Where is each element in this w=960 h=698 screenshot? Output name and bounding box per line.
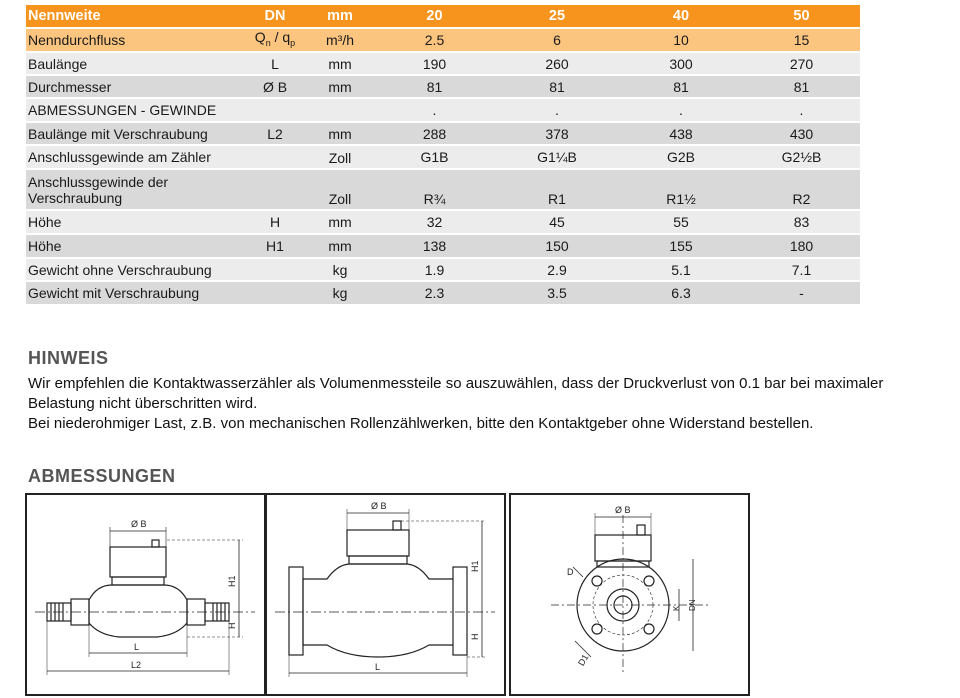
row-value: 45	[495, 210, 619, 234]
header-unit: mm	[306, 5, 374, 28]
row-value: 155	[619, 234, 743, 258]
row-value: 81	[743, 75, 860, 98]
row-value: 5.1	[619, 258, 743, 281]
row-symbol	[244, 281, 306, 305]
table-row	[26, 98, 860, 122]
row-symbol: H	[244, 210, 306, 234]
row-symbol	[244, 98, 306, 122]
label-h1: H1	[227, 575, 237, 587]
row-unit: mm	[306, 210, 374, 234]
table-row	[26, 258, 860, 281]
hinweis-line-2: Belastung nicht überschritten wird.	[28, 395, 258, 412]
row-label: Höhe	[26, 210, 244, 234]
row-symbol: Ø B	[244, 75, 306, 98]
row-label: Höhe	[26, 234, 244, 258]
label-l: L	[375, 662, 381, 672]
drawing-threaded-meter	[25, 493, 266, 696]
row-value: 6	[495, 28, 619, 52]
row-value: 83	[743, 210, 860, 234]
header-size-20: 20	[374, 5, 495, 28]
label-diameter-b: Ø B	[615, 505, 631, 515]
row-unit: mm	[306, 234, 374, 258]
row-label: ABMESSUNGEN - GEWINDE	[26, 98, 244, 122]
row-label: Gewicht ohne Verschraubung	[26, 258, 244, 281]
row-symbol: L2	[244, 122, 306, 145]
row-value: R¾	[374, 169, 495, 210]
row-label: Gewicht mit Verschraubung	[26, 281, 244, 305]
row-unit: m³/h	[306, 28, 374, 52]
label-diameter-b: Ø B	[131, 519, 147, 529]
label-l: L	[134, 642, 140, 652]
abmessungen-title: ABMESSUNGEN	[28, 466, 176, 486]
row-value: 55	[619, 210, 743, 234]
row-value: 180	[743, 234, 860, 258]
label-k: K	[672, 605, 681, 611]
row-value: 81	[619, 75, 743, 98]
hinweis-line-1: Wir empfehlen die Kontaktwasserzähler als Volumenmessteile so auszuwählen, dass der Druckverlust von 0.1 bar bei maximaler	[28, 375, 884, 392]
row-value: -	[743, 281, 860, 305]
row-label: Anschlussgewinde der Verschraubung	[26, 169, 244, 210]
row-value: 438	[619, 122, 743, 145]
row-value: 32	[374, 210, 495, 234]
row-unit: kg	[306, 281, 374, 305]
row-label: Baulänge	[26, 52, 244, 75]
row-value: 10	[619, 28, 743, 52]
row-value: 7.1	[743, 258, 860, 281]
row-value: .	[743, 98, 860, 122]
table-row	[26, 52, 860, 75]
row-value: 81	[374, 75, 495, 98]
label-d: D	[567, 567, 574, 577]
table-row	[26, 75, 860, 98]
row-unit: Zoll	[306, 169, 374, 210]
row-symbol: L	[244, 52, 306, 75]
row-value: R1	[495, 169, 619, 210]
table-row	[26, 234, 860, 258]
row-value: 3.5	[495, 281, 619, 305]
row-value: 430	[743, 122, 860, 145]
row-symbol	[244, 145, 306, 169]
row-value: G1¼B	[495, 145, 619, 169]
table-row	[26, 169, 860, 210]
row-symbol: H1	[244, 234, 306, 258]
row-value: 300	[619, 52, 743, 75]
label-h1: H1	[470, 560, 480, 572]
hinweis-title: HINWEIS	[28, 348, 109, 368]
row-symbol: $Q_n / q_p$	[244, 28, 306, 52]
table-row	[26, 210, 860, 234]
table-row	[26, 122, 860, 145]
table-row	[26, 145, 860, 169]
row-value: 2.3	[374, 281, 495, 305]
table-header-row	[26, 5, 860, 28]
row-value: 138	[374, 234, 495, 258]
header-size-50: 50	[743, 5, 860, 28]
row-value: 15	[743, 28, 860, 52]
row-value: 81	[495, 75, 619, 98]
row-value: 150	[495, 234, 619, 258]
row-value: 190	[374, 52, 495, 75]
label-diameter-b: Ø B	[371, 501, 387, 511]
row-unit: mm	[306, 52, 374, 75]
row-value: G2B	[619, 145, 743, 169]
row-unit	[306, 98, 374, 122]
row-symbol	[244, 258, 306, 281]
label-dn: DN	[688, 599, 697, 611]
header-size-25: 25	[495, 5, 619, 28]
row-value: 260	[495, 52, 619, 75]
row-label: Baulänge mit Verschraubung	[26, 122, 244, 145]
row-value: 2.5	[374, 28, 495, 52]
drawing-flanged-meter-side	[265, 493, 506, 696]
header-nennweite: Nennweite	[26, 5, 244, 28]
row-value: R1½	[619, 169, 743, 210]
row-value: G2½B	[743, 145, 860, 169]
drawing-flange-front	[509, 493, 750, 696]
header-dn: DN	[244, 5, 306, 28]
row-value: .	[495, 98, 619, 122]
hinweis-line-3: Bei niederohmiger Last, z.B. von mechanischen Rollenzählwerken, bitte den Kontaktgeber ohne Widerstand bestellen.	[28, 415, 814, 432]
label-h: H	[470, 633, 480, 640]
row-label: Nenndurchfluss	[26, 28, 244, 52]
row-value: G1B	[374, 145, 495, 169]
row-value: 288	[374, 122, 495, 145]
row-unit: Zoll	[306, 145, 374, 169]
row-value: 270	[743, 52, 860, 75]
row-value: 2.9	[495, 258, 619, 281]
row-value: .	[619, 98, 743, 122]
header-size-40: 40	[619, 5, 743, 28]
row-value: 1.9	[374, 258, 495, 281]
row-symbol	[244, 169, 306, 210]
label-d1: D1	[576, 652, 591, 668]
row-label: Anschlussgewinde am Zähler	[26, 145, 244, 169]
row-value: R2	[743, 169, 860, 210]
row-unit: kg	[306, 258, 374, 281]
table-row	[26, 28, 860, 52]
row-value: 378	[495, 122, 619, 145]
row-value: .	[374, 98, 495, 122]
row-unit: mm	[306, 122, 374, 145]
label-h: H	[227, 622, 237, 629]
row-unit: mm	[306, 75, 374, 98]
row-value: 6.3	[619, 281, 743, 305]
table-row	[26, 281, 860, 305]
specification-table	[26, 5, 860, 306]
row-label: Durchmesser	[26, 75, 244, 98]
label-l2: L2	[131, 660, 142, 670]
hinweis-text	[28, 374, 958, 434]
